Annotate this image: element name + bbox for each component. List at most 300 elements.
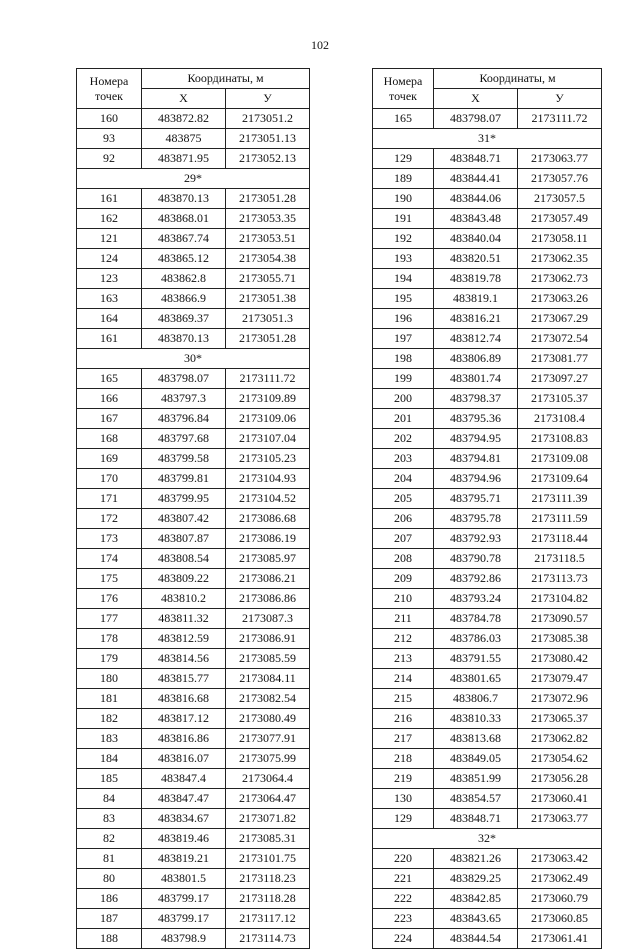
point-number-cell: 161 <box>77 329 142 349</box>
y-coordinate-cell: 2173067.29 <box>518 309 602 329</box>
table-row <box>77 649 310 669</box>
y-coordinate-cell: 2173086.21 <box>226 569 310 589</box>
y-coordinate-cell: 2173101.75 <box>226 849 310 869</box>
point-number-cell: 170 <box>77 469 142 489</box>
table-row <box>373 349 602 369</box>
x-coordinate-cell: 483816.86 <box>142 729 226 749</box>
table-row <box>77 389 310 409</box>
table-row <box>77 189 310 209</box>
y-coordinate-cell: 2173085.38 <box>518 629 602 649</box>
x-coordinate-cell: 483793.24 <box>434 589 518 609</box>
x-coordinate-cell: 483819.46 <box>142 829 226 849</box>
y-coordinate-cell: 2173104.93 <box>226 469 310 489</box>
point-number-cell: 203 <box>373 449 434 469</box>
y-coordinate-cell: 2173107.04 <box>226 429 310 449</box>
y-coordinate-cell: 2173063.26 <box>518 289 602 309</box>
y-coordinate-cell: 2173082.54 <box>226 689 310 709</box>
point-number-cell: 208 <box>373 549 434 569</box>
y-coordinate-cell: 2173118.28 <box>226 889 310 909</box>
table-row <box>77 509 310 529</box>
table-row <box>77 449 310 469</box>
y-coordinate-cell: 2173065.37 <box>518 709 602 729</box>
table-row <box>373 789 602 809</box>
table-row <box>373 929 602 949</box>
point-number-cell: 197 <box>373 329 434 349</box>
y-coordinate-cell: 2173051.38 <box>226 289 310 309</box>
y-coordinate-cell: 2173064.4 <box>226 769 310 789</box>
y-coordinate-cell: 2173063.42 <box>518 849 602 869</box>
point-number-cell: 221 <box>373 869 434 889</box>
table-row <box>373 269 602 289</box>
coordinates-table-left <box>76 68 310 949</box>
coordinates-table-right-body <box>373 109 602 949</box>
table-row <box>373 329 602 349</box>
y-coordinate-cell: 2173086.91 <box>226 629 310 649</box>
y-coordinate-cell: 2173108.4 <box>518 409 602 429</box>
x-coordinate-cell: 483849.05 <box>434 749 518 769</box>
x-coordinate-cell: 483807.42 <box>142 509 226 529</box>
point-number-cell: 165 <box>373 109 434 129</box>
y-coordinate-cell: 2173087.3 <box>226 609 310 629</box>
table-row <box>77 889 310 909</box>
x-coordinate-cell: 483786.03 <box>434 629 518 649</box>
table-row <box>373 809 602 829</box>
table-row <box>373 109 602 129</box>
table-row <box>77 409 310 429</box>
table-row <box>77 249 310 269</box>
table-row <box>77 829 310 849</box>
x-coordinate-cell: 483801.74 <box>434 369 518 389</box>
x-coordinate-cell: 483790.78 <box>434 549 518 569</box>
x-coordinate-cell: 483866.9 <box>142 289 226 309</box>
x-coordinate-cell: 483847.47 <box>142 789 226 809</box>
x-coordinate-cell: 483792.86 <box>434 569 518 589</box>
table-row <box>77 809 310 829</box>
x-coordinate-cell: 483821.26 <box>434 849 518 869</box>
x-coordinate-cell: 483798.9 <box>142 929 226 949</box>
y-coordinate-cell: 2173062.73 <box>518 269 602 289</box>
x-coordinate-cell: 483796.84 <box>142 409 226 429</box>
y-coordinate-cell: 2173104.82 <box>518 589 602 609</box>
point-number-cell: 194 <box>373 269 434 289</box>
point-number-cell: 207 <box>373 529 434 549</box>
table-row <box>373 149 602 169</box>
x-coordinate-cell: 483834.67 <box>142 809 226 829</box>
table-row <box>373 509 602 529</box>
x-coordinate-cell: 483801.5 <box>142 869 226 889</box>
table-row <box>373 869 602 889</box>
x-coordinate-cell: 483810.33 <box>434 709 518 729</box>
x-coordinate-cell: 483829.25 <box>434 869 518 889</box>
table-row <box>373 469 602 489</box>
table-row <box>373 649 602 669</box>
y-coordinate-cell: 2173062.49 <box>518 869 602 889</box>
y-coordinate-cell: 2173056.28 <box>518 769 602 789</box>
y-coordinate-cell: 2173085.97 <box>226 549 310 569</box>
point-number-cell: 180 <box>77 669 142 689</box>
point-number-cell: 190 <box>373 189 434 209</box>
table-row <box>373 889 602 909</box>
y-coordinate-cell: 2173051.2 <box>226 109 310 129</box>
x-coordinate-cell: 483815.77 <box>142 669 226 689</box>
point-number-cell: 218 <box>373 749 434 769</box>
x-column-header: X <box>434 89 518 109</box>
x-coordinate-cell: 483799.17 <box>142 909 226 929</box>
x-coordinate-cell: 483819.78 <box>434 269 518 289</box>
x-coordinate-cell: 483795.36 <box>434 409 518 429</box>
table-row <box>77 469 310 489</box>
point-number-cell: 202 <box>373 429 434 449</box>
x-coordinate-cell: 483797.68 <box>142 429 226 449</box>
point-number-cell: 210 <box>373 589 434 609</box>
table-row <box>373 609 602 629</box>
x-coordinate-cell: 483812.74 <box>434 329 518 349</box>
table-row <box>373 449 602 469</box>
y-coordinate-cell: 2173085.31 <box>226 829 310 849</box>
y-coordinate-cell: 2173111.72 <box>226 369 310 389</box>
table-row <box>373 669 602 689</box>
x-coordinate-cell: 483798.07 <box>434 109 518 129</box>
point-number-cell: 80 <box>77 869 142 889</box>
point-number-cell: 164 <box>77 309 142 329</box>
x-coordinate-cell: 483871.95 <box>142 149 226 169</box>
point-number-cell: 188 <box>77 929 142 949</box>
table-row <box>77 869 310 889</box>
point-number-cell: 172 <box>77 509 142 529</box>
point-number-cell: 187 <box>77 909 142 929</box>
y-coordinate-cell: 2173086.19 <box>226 529 310 549</box>
table-row <box>373 769 602 789</box>
y-coordinate-cell: 2173111.72 <box>518 109 602 129</box>
table-row <box>373 209 602 229</box>
point-number-cell: 171 <box>77 489 142 509</box>
y-column-header: У <box>518 89 602 109</box>
table-row <box>77 609 310 629</box>
y-coordinate-cell: 2173109.06 <box>226 409 310 429</box>
y-coordinate-cell: 2173080.49 <box>226 709 310 729</box>
point-number-cell: 82 <box>77 829 142 849</box>
y-coordinate-cell: 2173057.49 <box>518 209 602 229</box>
y-coordinate-cell: 2173054.38 <box>226 249 310 269</box>
table-row <box>77 269 310 289</box>
point-number-cell: 214 <box>373 669 434 689</box>
x-coordinate-cell: 483865.12 <box>142 249 226 269</box>
table-row <box>373 389 602 409</box>
section-label: 29* <box>77 169 310 189</box>
x-coordinate-cell: 483806.7 <box>434 689 518 709</box>
x-coordinate-cell: 483798.37 <box>434 389 518 409</box>
x-coordinate-cell: 483844.06 <box>434 189 518 209</box>
table-row <box>373 189 602 209</box>
x-coordinate-cell: 483784.78 <box>434 609 518 629</box>
section-row <box>77 349 310 369</box>
x-coordinate-cell: 483844.54 <box>434 929 518 949</box>
x-coordinate-cell: 483792.93 <box>434 529 518 549</box>
x-column-header: X <box>142 89 226 109</box>
point-number-cell: 216 <box>373 709 434 729</box>
table-row <box>77 569 310 589</box>
table-row <box>373 489 602 509</box>
point-number-cell: 211 <box>373 609 434 629</box>
table-row <box>77 129 310 149</box>
x-coordinate-cell: 483797.3 <box>142 389 226 409</box>
point-number-cell: 198 <box>373 349 434 369</box>
y-coordinate-cell: 2173084.11 <box>226 669 310 689</box>
y-coordinate-cell: 2173058.11 <box>518 229 602 249</box>
point-number-cell: 81 <box>77 849 142 869</box>
point-number-cell: 200 <box>373 389 434 409</box>
y-coordinate-cell: 2173117.12 <box>226 909 310 929</box>
x-coordinate-cell: 483794.81 <box>434 449 518 469</box>
table-row <box>373 369 602 389</box>
y-coordinate-cell: 2173080.42 <box>518 649 602 669</box>
point-number-cell: 121 <box>77 229 142 249</box>
table-row <box>77 709 310 729</box>
point-number-header-line1: Номера <box>383 73 423 88</box>
y-coordinate-cell: 2173104.52 <box>226 489 310 509</box>
y-coordinate-cell: 2173086.86 <box>226 589 310 609</box>
y-coordinate-cell: 2173060.85 <box>518 909 602 929</box>
table-row <box>77 789 310 809</box>
point-number-cell: 185 <box>77 769 142 789</box>
point-number-cell: 193 <box>373 249 434 269</box>
table-row <box>373 289 602 309</box>
x-coordinate-cell: 483844.41 <box>434 169 518 189</box>
coordinates-table-right <box>372 68 602 949</box>
point-number-cell: 160 <box>77 109 142 129</box>
point-number-cell: 224 <box>373 929 434 949</box>
x-coordinate-cell: 483862.8 <box>142 269 226 289</box>
y-coordinate-cell: 2173053.35 <box>226 209 310 229</box>
section-label: 31* <box>373 129 602 149</box>
table-row <box>77 429 310 449</box>
y-coordinate-cell: 2173071.82 <box>226 809 310 829</box>
table-row <box>77 749 310 769</box>
x-coordinate-cell: 483869.37 <box>142 309 226 329</box>
table-row <box>373 849 602 869</box>
point-number-header <box>77 69 142 109</box>
point-number-cell: 124 <box>77 249 142 269</box>
point-number-cell: 195 <box>373 289 434 309</box>
point-number-cell: 206 <box>373 509 434 529</box>
x-coordinate-cell: 483819.21 <box>142 849 226 869</box>
point-number-cell: 205 <box>373 489 434 509</box>
coordinates-header: Координаты, м <box>142 69 310 89</box>
x-coordinate-cell: 483820.51 <box>434 249 518 269</box>
table-row <box>77 669 310 689</box>
point-number-cell: 163 <box>77 289 142 309</box>
point-number-cell: 129 <box>373 149 434 169</box>
point-number-cell: 175 <box>77 569 142 589</box>
point-number-cell: 173 <box>77 529 142 549</box>
y-coordinate-cell: 2173111.39 <box>518 489 602 509</box>
table-row <box>77 689 310 709</box>
y-coordinate-cell: 2173118.44 <box>518 529 602 549</box>
point-number-cell: 83 <box>77 809 142 829</box>
table-row <box>373 229 602 249</box>
table-row <box>77 109 310 129</box>
table-row <box>373 409 602 429</box>
point-number-cell: 162 <box>77 209 142 229</box>
table-row <box>77 309 310 329</box>
x-coordinate-cell: 483814.56 <box>142 649 226 669</box>
table-row <box>373 569 602 589</box>
x-coordinate-cell: 483816.21 <box>434 309 518 329</box>
x-coordinate-cell: 483843.48 <box>434 209 518 229</box>
point-number-cell: 213 <box>373 649 434 669</box>
x-coordinate-cell: 483816.07 <box>142 749 226 769</box>
y-coordinate-cell: 2173075.99 <box>226 749 310 769</box>
x-coordinate-cell: 483843.65 <box>434 909 518 929</box>
y-coordinate-cell: 2173057.76 <box>518 169 602 189</box>
x-coordinate-cell: 483847.4 <box>142 769 226 789</box>
y-coordinate-cell: 2173109.08 <box>518 449 602 469</box>
point-number-cell: 169 <box>77 449 142 469</box>
point-number-header-line2: точек <box>389 88 417 103</box>
y-coordinate-cell: 2173051.28 <box>226 189 310 209</box>
point-number-cell: 161 <box>77 189 142 209</box>
x-coordinate-cell: 483819.1 <box>434 289 518 309</box>
x-coordinate-cell: 483854.57 <box>434 789 518 809</box>
y-coordinate-cell: 2173085.59 <box>226 649 310 669</box>
y-coordinate-cell: 2173053.51 <box>226 229 310 249</box>
y-coordinate-cell: 2173062.82 <box>518 729 602 749</box>
x-coordinate-cell: 483870.13 <box>142 329 226 349</box>
table-row <box>373 169 602 189</box>
y-coordinate-cell: 2173086.68 <box>226 509 310 529</box>
x-coordinate-cell: 483810.2 <box>142 589 226 609</box>
point-number-cell: 209 <box>373 569 434 589</box>
y-coordinate-cell: 2173063.77 <box>518 149 602 169</box>
point-number-header-line2: точек <box>95 88 123 103</box>
x-coordinate-cell: 483794.96 <box>434 469 518 489</box>
point-number-cell: 189 <box>373 169 434 189</box>
table-row <box>373 249 602 269</box>
x-coordinate-cell: 483806.89 <box>434 349 518 369</box>
point-number-header <box>373 69 434 109</box>
x-coordinate-cell: 483799.95 <box>142 489 226 509</box>
y-coordinate-cell: 2173108.83 <box>518 429 602 449</box>
x-coordinate-cell: 483807.87 <box>142 529 226 549</box>
point-number-cell: 222 <box>373 889 434 909</box>
table-row <box>373 689 602 709</box>
table-row <box>373 549 602 569</box>
table-row <box>77 549 310 569</box>
x-coordinate-cell: 483851.99 <box>434 769 518 789</box>
x-coordinate-cell: 483809.22 <box>142 569 226 589</box>
table-row <box>77 849 310 869</box>
y-coordinate-cell: 2173097.27 <box>518 369 602 389</box>
point-number-cell: 130 <box>373 789 434 809</box>
table-row <box>373 529 602 549</box>
x-coordinate-cell: 483791.55 <box>434 649 518 669</box>
table-row <box>77 369 310 389</box>
point-number-cell: 217 <box>373 729 434 749</box>
x-coordinate-cell: 483842.85 <box>434 889 518 909</box>
x-coordinate-cell: 483808.54 <box>142 549 226 569</box>
table-row <box>373 709 602 729</box>
x-coordinate-cell: 483870.13 <box>142 189 226 209</box>
point-number-cell: 220 <box>373 849 434 869</box>
point-number-cell: 167 <box>77 409 142 429</box>
x-coordinate-cell: 483799.58 <box>142 449 226 469</box>
y-coordinate-cell: 2173113.73 <box>518 569 602 589</box>
x-coordinate-cell: 483813.68 <box>434 729 518 749</box>
x-coordinate-cell: 483812.59 <box>142 629 226 649</box>
section-row <box>373 129 602 149</box>
point-number-cell: 199 <box>373 369 434 389</box>
point-number-cell: 181 <box>77 689 142 709</box>
x-coordinate-cell: 483848.71 <box>434 809 518 829</box>
point-number-cell: 177 <box>77 609 142 629</box>
x-coordinate-cell: 483817.12 <box>142 709 226 729</box>
table-row <box>77 529 310 549</box>
x-coordinate-cell: 483794.95 <box>434 429 518 449</box>
y-coordinate-cell: 2173061.41 <box>518 929 602 949</box>
y-coordinate-cell: 2173079.47 <box>518 669 602 689</box>
point-number-cell: 186 <box>77 889 142 909</box>
point-number-cell: 93 <box>77 129 142 149</box>
x-coordinate-cell: 483840.04 <box>434 229 518 249</box>
point-number-cell: 84 <box>77 789 142 809</box>
coordinates-header: Координаты, м <box>434 69 602 89</box>
point-number-cell: 204 <box>373 469 434 489</box>
x-coordinate-cell: 483811.32 <box>142 609 226 629</box>
point-number-cell: 212 <box>373 629 434 649</box>
table-row <box>77 289 310 309</box>
y-coordinate-cell: 2173064.47 <box>226 789 310 809</box>
table-row <box>77 209 310 229</box>
coordinates-table-left-body <box>77 109 310 949</box>
table-row <box>77 909 310 929</box>
point-number-cell: 219 <box>373 769 434 789</box>
section-row <box>373 829 602 849</box>
section-label: 32* <box>373 829 602 849</box>
point-number-cell: 166 <box>77 389 142 409</box>
table-row <box>77 629 310 649</box>
x-coordinate-cell: 483868.01 <box>142 209 226 229</box>
y-coordinate-cell: 2173062.35 <box>518 249 602 269</box>
table-row <box>77 489 310 509</box>
table-row <box>373 309 602 329</box>
point-number-cell: 215 <box>373 689 434 709</box>
x-coordinate-cell: 483867.74 <box>142 229 226 249</box>
y-column-header: У <box>226 89 310 109</box>
y-coordinate-cell: 2173077.91 <box>226 729 310 749</box>
table-row <box>373 629 602 649</box>
point-number-cell: 176 <box>77 589 142 609</box>
y-coordinate-cell: 2173060.79 <box>518 889 602 909</box>
point-number-cell: 184 <box>77 749 142 769</box>
point-number-cell: 174 <box>77 549 142 569</box>
point-number-cell: 123 <box>77 269 142 289</box>
table-row <box>373 589 602 609</box>
section-row <box>77 169 310 189</box>
y-coordinate-cell: 2173109.64 <box>518 469 602 489</box>
point-number-cell: 223 <box>373 909 434 929</box>
y-coordinate-cell: 2173054.62 <box>518 749 602 769</box>
point-number-cell: 183 <box>77 729 142 749</box>
x-coordinate-cell: 483875 <box>142 129 226 149</box>
point-number-cell: 129 <box>373 809 434 829</box>
table-row <box>77 729 310 749</box>
table-row <box>77 149 310 169</box>
y-coordinate-cell: 2173060.41 <box>518 789 602 809</box>
y-coordinate-cell: 2173055.71 <box>226 269 310 289</box>
table-row <box>77 589 310 609</box>
y-coordinate-cell: 2173051.13 <box>226 129 310 149</box>
x-coordinate-cell: 483799.17 <box>142 889 226 909</box>
